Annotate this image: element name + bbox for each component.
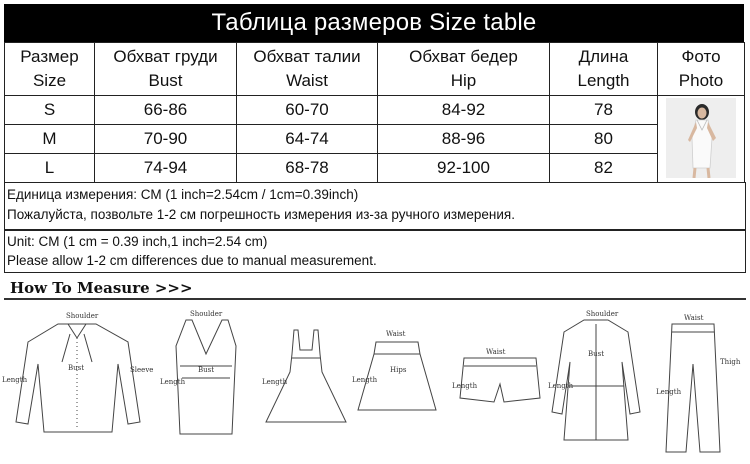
cell-waist: 60-70 [237, 96, 378, 125]
how-to-measure-heading: How To Measure >>> [10, 279, 193, 297]
unit-note-ru: Единица измерения: СМ (1 inch=2.54cm / 1cm=0.39inch) [7, 187, 359, 202]
label-waist: Waist [684, 314, 704, 322]
label-length: Length [452, 382, 478, 390]
cell-bust: 74-94 [95, 154, 237, 183]
product-photo-cell [658, 96, 745, 183]
label-shoulder: Shoulder [66, 312, 99, 320]
label-bust: Bust [68, 364, 85, 372]
divider [4, 298, 746, 300]
cell-length: 78 [550, 96, 658, 125]
measurement-diagrams [0, 302, 750, 462]
label-length: Length [262, 378, 288, 386]
header-bust: Обхват груди Bust [95, 43, 237, 96]
cell-hip: 92-100 [378, 154, 550, 183]
unit-note-en: Unit: CM (1 cm = 0.39 inch,1 inch=2.54 cm) [7, 234, 268, 249]
cell-bust: 70-90 [95, 125, 237, 154]
tolerance-note-en: Please allow 1-2 cm differences due to manual measurement. [7, 253, 377, 268]
shorts-diagram [460, 358, 540, 402]
table-row [5, 96, 745, 125]
coat-diagram [552, 320, 640, 440]
table-row [5, 125, 745, 154]
size-table [4, 42, 745, 183]
cell-waist: 68-78 [237, 154, 378, 183]
label-shoulder: Shoulder [586, 310, 619, 318]
header-hip: Обхват бедер Hip [378, 43, 550, 96]
label-bust: Bust [198, 366, 215, 374]
label-bust: Bust [588, 350, 605, 358]
label-waist: Waist [486, 348, 506, 356]
cell-size: M [5, 125, 95, 154]
table-header-row [5, 43, 745, 96]
label-length: Length [352, 376, 378, 384]
cell-size: L [5, 154, 95, 183]
label-sleeve: Sleeve [130, 366, 154, 374]
label-length: Length [160, 378, 186, 386]
size-table-title: Таблица размеров Size table [4, 4, 744, 42]
dress-diagram [266, 330, 346, 422]
table-row [5, 154, 745, 183]
tolerance-note-ru: Пожалуйста, позвольте 1-2 см погрешность измерения из-за ручного измерения. [7, 207, 515, 222]
notes-russian [4, 182, 746, 230]
label-hips: Hips [390, 366, 407, 374]
cell-hip: 88-96 [378, 125, 550, 154]
label-length: Length [2, 376, 28, 384]
cell-length: 82 [550, 154, 658, 183]
cell-hip: 84-92 [378, 96, 550, 125]
label-shoulder: Shoulder [190, 310, 223, 318]
product-photo [666, 98, 736, 178]
header-size: Размер Size [5, 43, 95, 96]
notes-english [4, 230, 746, 273]
tank-top-diagram [176, 320, 236, 434]
cell-size: S [5, 96, 95, 125]
cell-waist: 64-74 [237, 125, 378, 154]
label-waist: Waist [386, 330, 406, 338]
cell-length: 80 [550, 125, 658, 154]
header-photo: Фото Photo [658, 43, 745, 96]
label-thigh: Thigh [720, 358, 741, 366]
header-length: Длина Length [550, 43, 658, 96]
cell-bust: 66-86 [95, 96, 237, 125]
label-length: Length [548, 382, 574, 390]
label-length: Length [656, 388, 682, 396]
blouse-diagram [16, 324, 140, 432]
header-waist: Обхват талии Waist [237, 43, 378, 96]
